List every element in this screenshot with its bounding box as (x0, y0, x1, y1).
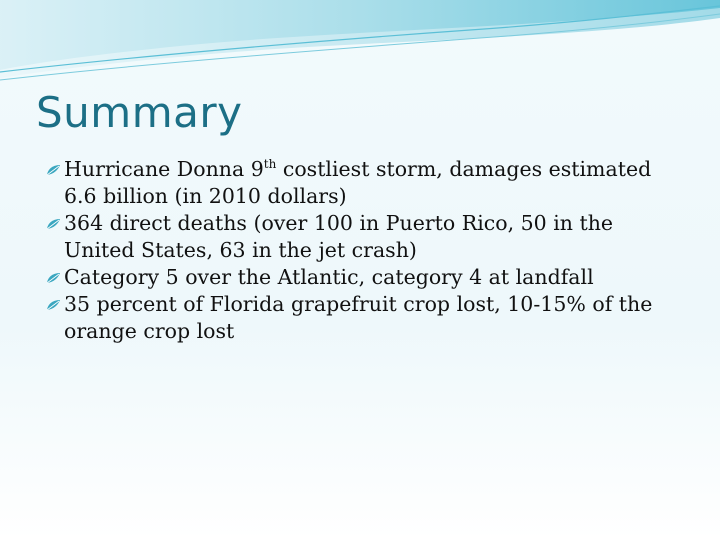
decorative-banner (0, 0, 720, 90)
bullet-item (46, 210, 686, 264)
leaf-bullet-icon (46, 164, 61, 176)
bullet-item (46, 264, 686, 291)
bullet-text-part: Hurricane Donna 9 (64, 157, 264, 181)
bullet-superscript: th (263, 157, 277, 172)
bullet-text-part: costliest storm, damages estimated 6.6 billion (in 2010 dollars) (64, 157, 652, 208)
bullet-item (46, 291, 686, 345)
bullet-item (46, 156, 686, 210)
bullet-text: Category 5 over the Atlantic, category 4 at landfall (64, 265, 594, 289)
bullet-text: 35 percent of Florida grapefruit crop lost, 10-15% of the orange crop lost (64, 292, 653, 343)
bullet-text: 364 direct deaths (over 100 in Puerto Rico, 50 in the United States, 63 in the jet crash) (64, 211, 614, 262)
leaf-bullet-icon (46, 218, 61, 230)
bullet-list (46, 156, 686, 345)
leaf-bullet-icon (46, 299, 61, 311)
slide-title: Summary (36, 88, 243, 137)
leaf-bullet-icon (46, 272, 61, 284)
